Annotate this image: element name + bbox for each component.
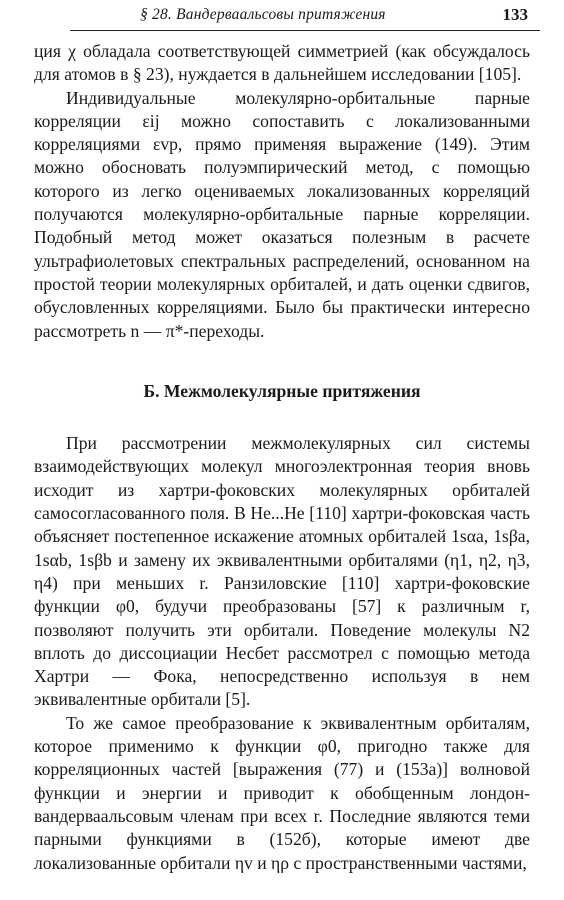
paragraph-pair-correlations: Индивидуальные молекулярно-орбитальные парные корреляции εij можно сопоставить с локализованными корреляциями εvp, прямо применяя выражение (149). Этим можно обосновать полуэмпирический метод, с помощью которого из легко оцениваемых локализованных корреляций получаются молекулярно-орбитальные парные корреляции. Подобный метод может оказаться полезным в расчете ультрафиолетовых спектральных распределений, основанном на простой теории молекулярных орбиталей, и дать оценки сдвигов, обусловленных корреляциями. Было бы практически интересно рассмотреть n — π*-переходы. bbox=[34, 87, 530, 341]
page-number: 133 bbox=[502, 5, 528, 24]
paragraph-continuation: ция χ обладала соответствующей симметрией (как обсуждалось для атомов в § 23), нуждается в дальнейшем исследовании [105]. bbox=[34, 41, 530, 85]
page-body bbox=[34, 40, 530, 875]
page-header bbox=[0, 0, 564, 30]
running-head: § 28. Вандерваальсовы притяжения bbox=[140, 6, 386, 23]
header-rule bbox=[70, 30, 540, 31]
section-heading: Б. Межмолекулярные притяжения bbox=[143, 380, 421, 401]
paragraph-equivalent-orbitals: То же самое преобразование к эквивалентным орбиталям, которое применимо к функции φ0, пригодно также для корреляционных частей [выражения (77) и (153а)] волновой функции и энергии и приводит к обобщенным лондон-вандерваальсовым членам при всех r. Последние являются теми парными функциями в (152б), которые имеют две локализованные орбитали ηv и ηρ с пространственными частями, bbox=[34, 712, 530, 873]
paragraph-intermolecular-forces: При рассмотрении межмолекулярных сил системы взаимодействующих молекул многоэлектронная теория вновь исходит из хартри-фоковских молекулярных орбиталей самосогласованного поля. В He...He [110] хартри-фоковская часть объясняет постепенное искажение атомных орбиталей 1sαa, 1sβa, 1sαb, 1sβb и замену их эквивалентными орбиталями (η1, η2, η3, η4) при меньших r. Ранзиловские [110] хартри-фоковские функции φ0, будучи преобразованы [57] к различным r, позволяют получить эти орбитали. Поведение молекулы N2 вплоть до диссоциации Несбет рассмотрел с помощью метода Хартри — Фока, непосредственно используя в нем эквивалентные орбитали [5]. bbox=[34, 433, 530, 710]
